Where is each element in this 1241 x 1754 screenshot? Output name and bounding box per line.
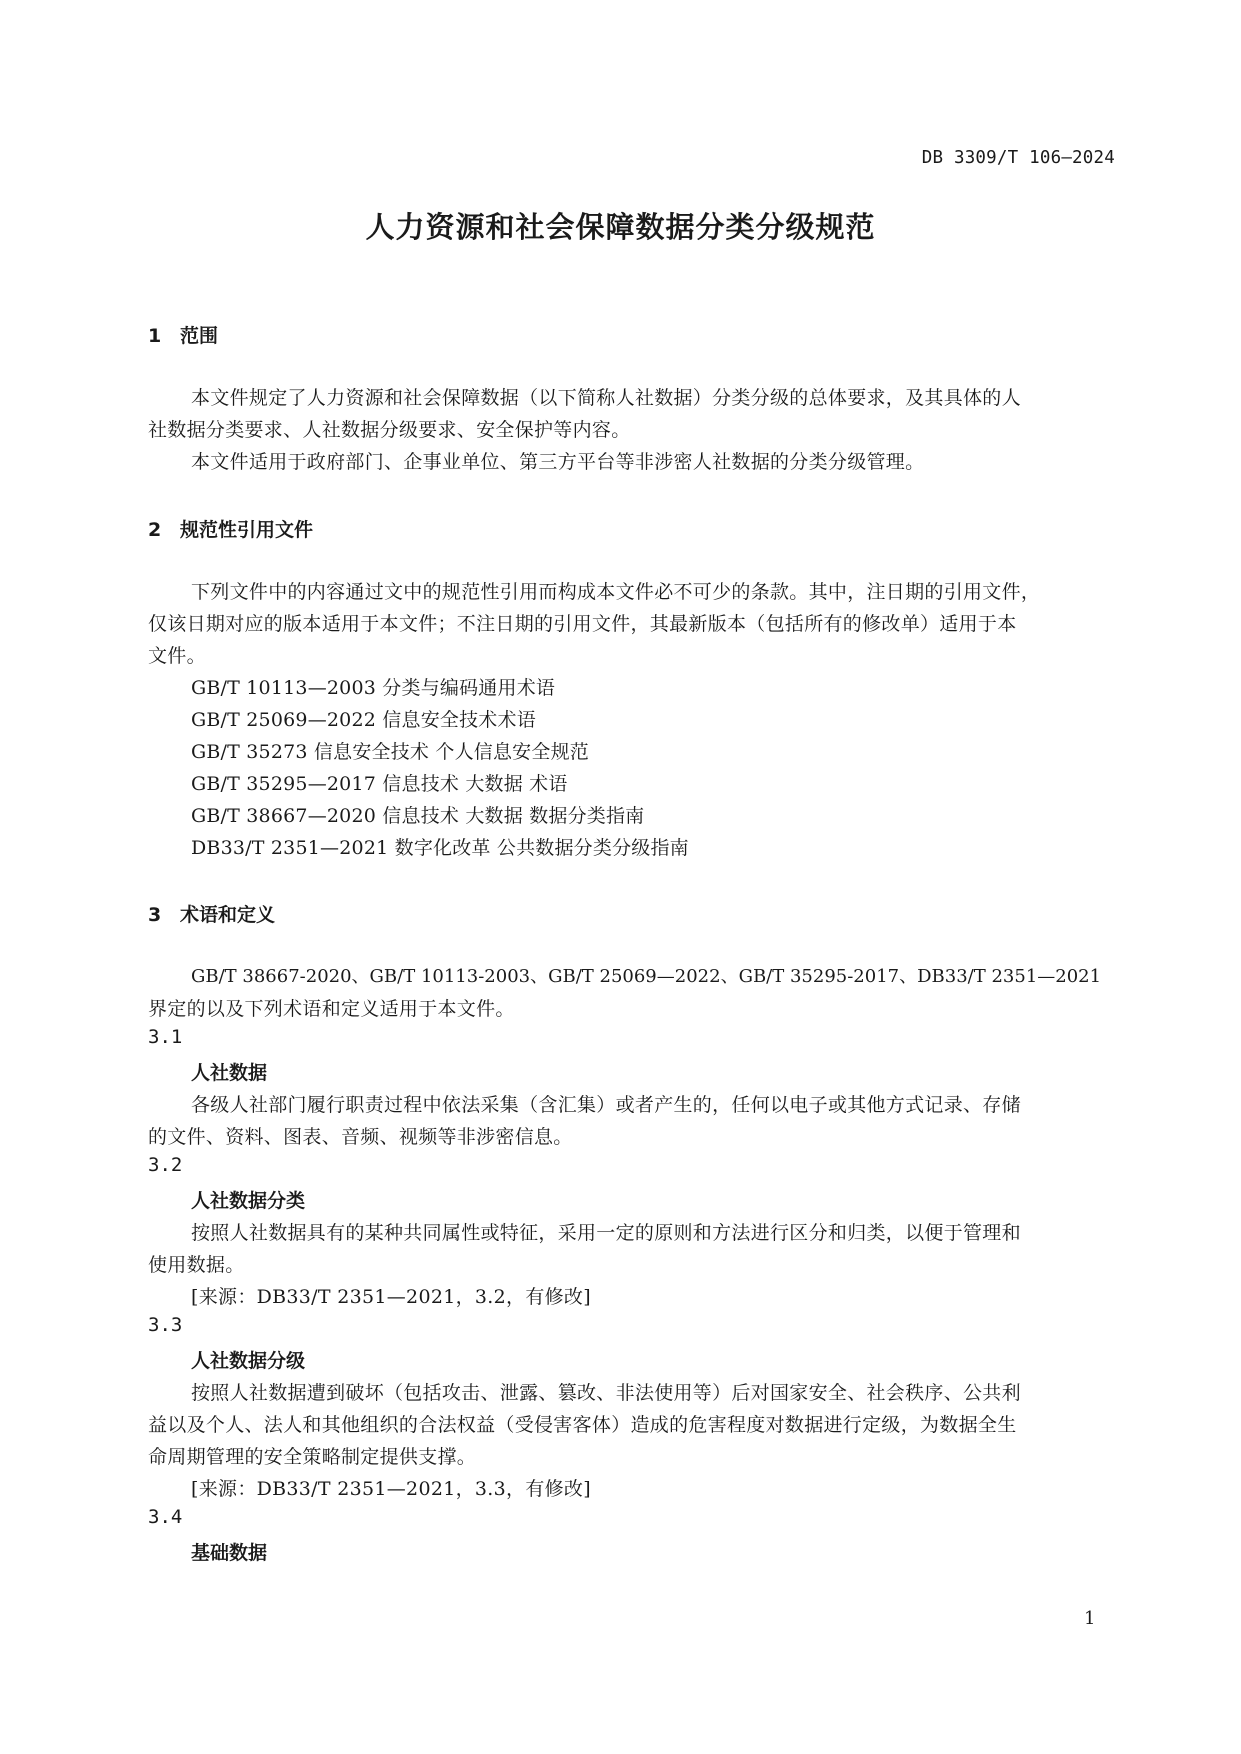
reference-item: GB/T 35295—2017 信息技术 大数据 术语 xyxy=(191,773,568,795)
definition-line: 命周期管理的安全策略制定提供支撑。 xyxy=(148,1446,477,1468)
reference-item: GB/T 25069—2022 信息安全技术术语 xyxy=(191,709,536,731)
term-number: 3.3 xyxy=(148,1314,183,1336)
section-heading-terms xyxy=(148,900,275,927)
definition-line: 使用数据。 xyxy=(148,1254,245,1276)
term-title: 人社数据分类 xyxy=(191,1190,306,1212)
definition-line: 益以及个人、法人和其他组织的合法权益（受侵害客体）造成的危害程度对数据进行定级，为数据全生 xyxy=(148,1414,1017,1436)
term-number: 3.1 xyxy=(148,1026,183,1048)
document-number: DB 3309/T 106—2024 xyxy=(921,148,1115,168)
section-title: 规范性引用文件 xyxy=(180,519,314,541)
page-number: 1 xyxy=(1084,1608,1096,1629)
section-heading-scope xyxy=(148,321,218,348)
term-title: 基础数据 xyxy=(191,1542,268,1564)
definition-line: 各级人社部门履行职责过程中依法采集（含汇集）或者产生的，任何以电子或其他方式记录、存储 xyxy=(191,1094,1021,1116)
section-number: 3 xyxy=(148,904,162,926)
source-note: [来源：DB33/T 2351—2021，3.3，有修改] xyxy=(191,1478,591,1500)
section-number: 2 xyxy=(148,519,162,541)
definition-line: 按照人社数据遭到破坏（包括攻击、泄露、篡改、非法使用等）后对国家安全、社会秩序、公共利 xyxy=(191,1382,1021,1404)
paragraph-line: GB/T 38667-2020、GB/T 10113-2003、GB/T 25069—2022、GB/T 35295-2017、DB33/T 2351—2021 xyxy=(191,966,1102,987)
paragraph-line: 下列文件中的内容通过文中的规范性引用而构成本文件必不可少的条款。其中，注日期的引用文件， xyxy=(191,581,1041,603)
source-note: [来源：DB33/T 2351—2021，3.2，有修改] xyxy=(191,1286,591,1308)
paragraph-line: 本文件适用于政府部门、企事业单位、第三方平台等非涉密人社数据的分类分级管理。 xyxy=(191,451,925,473)
reference-item: GB/T 10113—2003 分类与编码通用术语 xyxy=(191,677,556,699)
paragraph-line: 仅该日期对应的版本适用于本文件；不注日期的引用文件，其最新版本（包括所有的修改单）适用于本 xyxy=(148,613,1017,635)
paragraph-line: 界定的以及下列术语和定义适用于本文件。 xyxy=(148,998,515,1020)
paragraph-line: 文件。 xyxy=(148,645,206,667)
term-title: 人社数据分级 xyxy=(191,1350,306,1372)
section-title: 术语和定义 xyxy=(180,904,276,926)
definition-line: 按照人社数据具有的某种共同属性或特征，采用一定的原则和方法进行区分和归类，以便于管理和 xyxy=(191,1222,1021,1244)
term-number: 3.2 xyxy=(148,1154,183,1176)
section-number: 1 xyxy=(148,325,162,347)
reference-item: GB/T 38667—2020 信息技术 大数据 数据分类指南 xyxy=(191,805,645,827)
section-title: 范围 xyxy=(180,325,219,347)
document-title: 人力资源和社会保障数据分类分级规范 xyxy=(365,210,876,244)
definition-line: 的文件、资料、图表、音频、视频等非涉密信息。 xyxy=(148,1126,573,1148)
paragraph-line: 本文件规定了人力资源和社会保障数据（以下简称人社数据）分类分级的总体要求，及其具体的人 xyxy=(191,387,1021,409)
term-title: 人社数据 xyxy=(191,1062,268,1084)
paragraph-line: 社数据分类要求、人社数据分级要求、安全保护等内容。 xyxy=(148,419,631,441)
term-number: 3.4 xyxy=(148,1506,183,1528)
reference-item: GB/T 35273 信息安全技术 个人信息安全规范 xyxy=(191,741,589,763)
section-heading-normative-references xyxy=(148,515,313,542)
reference-item: DB33/T 2351—2021 数字化改革 公共数据分类分级指南 xyxy=(191,837,689,859)
